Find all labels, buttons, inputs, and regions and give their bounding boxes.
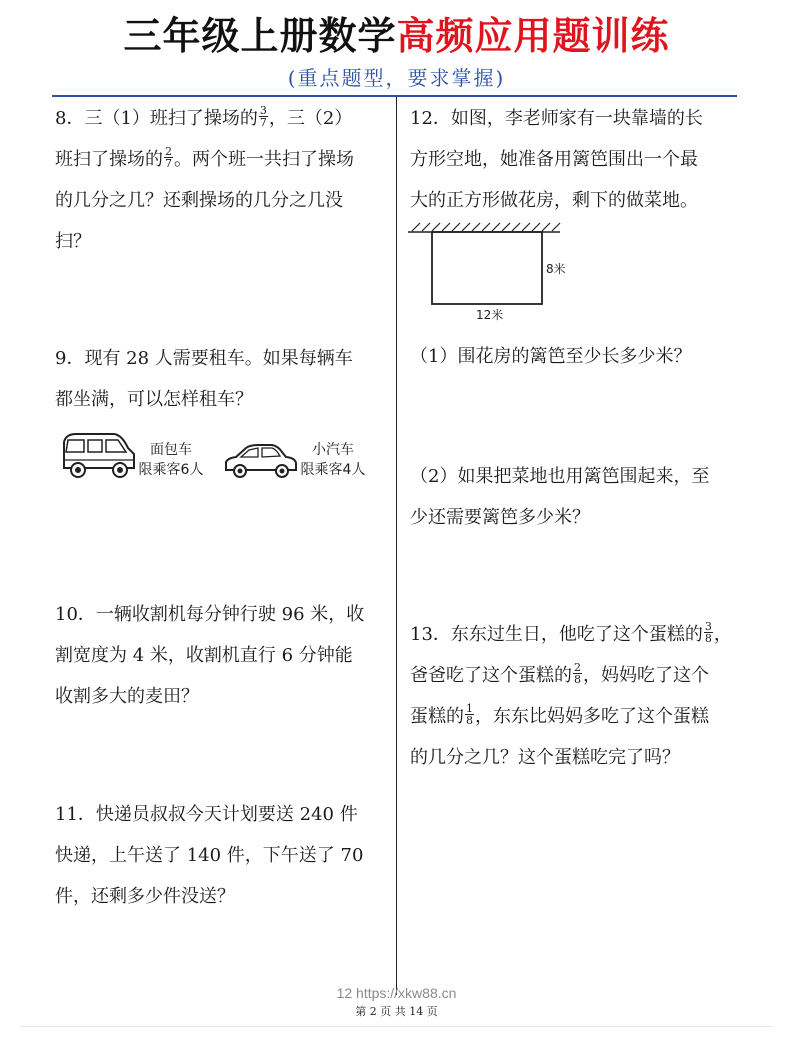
car-icon xyxy=(222,440,300,480)
footer-page-number: 第 2 页 共 14 页 xyxy=(355,1005,438,1018)
van-name: 面包车 xyxy=(150,442,192,458)
question-8 xyxy=(55,98,390,262)
q8-fraction-2 xyxy=(164,146,173,169)
q13-line-3 xyxy=(410,696,750,737)
question-13 xyxy=(410,614,750,778)
q13-line-4: 的几分之几？这个蛋糕吃完了吗？ xyxy=(410,747,680,768)
q12-line-1: 12．如图，李老师家有一块靠墙的长 xyxy=(410,108,703,129)
q9-line-1: 9．现有 28 人需要租车。如果每辆车 xyxy=(55,348,353,369)
fraction-numerator: 3 xyxy=(704,619,712,633)
plot-rectangle xyxy=(432,232,542,304)
q8-line-1 xyxy=(55,98,390,139)
title-red-part: 高频应用题训练 xyxy=(396,14,670,58)
fraction-numerator: 3 xyxy=(259,103,267,117)
q12-sub2-line-1: （2）如果把菜地也用篱笆围起来，至 xyxy=(410,466,710,487)
fraction-denominator: 8 xyxy=(574,672,581,686)
fraction-denominator: 7 xyxy=(165,156,172,170)
van-capacity: 限乘客6人 xyxy=(138,462,204,478)
car-capacity: 限乘客4人 xyxy=(300,462,366,478)
q11-line-2: 快递，上午送了 140 件，下午送了 70 xyxy=(55,845,364,866)
question-10 xyxy=(55,594,390,717)
q8-text: ，三（2） xyxy=(268,108,353,129)
q13-fraction-2 xyxy=(573,662,582,685)
height-dimension-label: 8米 xyxy=(546,262,566,276)
q13-text: 爸爸吃了这个蛋糕的 xyxy=(410,665,572,686)
page-subtitle: (重点题型，要求掌握) xyxy=(287,66,506,90)
q8-text: 。两个班一共扫了操场 xyxy=(174,149,354,170)
q8-text: 班扫了操场的 xyxy=(55,149,163,170)
fraction-numerator: 1 xyxy=(466,701,473,715)
q10-line-3: 收割多大的麦田？ xyxy=(55,686,199,707)
q12-line-3: 大的正方形做花房，剩下的做菜地。 xyxy=(410,190,698,211)
fraction-denominator: 7 xyxy=(259,115,267,129)
q11-line-1: 11．快递员叔叔今天计划要送 240 件 xyxy=(55,804,358,825)
q13-text: 13．东东过生日，他吃了这个蛋糕的 xyxy=(410,624,703,645)
fraction-numerator: 2 xyxy=(165,144,172,158)
car-name: 小汽车 xyxy=(312,442,354,458)
footer-watermark-url: 12 https://xkw88.cn xyxy=(336,985,457,1001)
q11-line-3: 件，还剩多少件没送？ xyxy=(55,886,235,907)
width-dimension-label: 12米 xyxy=(476,308,504,322)
question-11 xyxy=(55,794,390,917)
q9-line-2: 都坐满，可以怎样租车？ xyxy=(55,389,253,410)
q12-sub-2 xyxy=(410,456,750,538)
question-12 xyxy=(410,98,745,221)
q8-fraction-1 xyxy=(259,105,268,128)
column-divider xyxy=(396,97,397,995)
q8-text: 8．三（1）班扫了操场的 xyxy=(55,108,258,129)
q13-text: 蛋糕的 xyxy=(410,706,464,727)
q12-sub2-line-2: 少还需要篱笆多少米？ xyxy=(410,507,590,528)
q12-line-2: 方形空地，她准备用篱笆围出一个最 xyxy=(410,149,698,170)
page-title xyxy=(0,10,793,62)
bottom-rule xyxy=(20,1026,773,1027)
q13-text: ，东东比妈妈多吃了这个蛋糕 xyxy=(475,706,709,727)
fraction-denominator: 8 xyxy=(704,631,712,645)
q8-line-2 xyxy=(55,139,390,180)
q10-line-1: 10．一辆收割机每分钟行驶 96 米，收 xyxy=(55,604,365,625)
q10-line-2: 割宽度为 4 米，收割机直行 6 分钟能 xyxy=(55,645,353,666)
q13-fraction-1 xyxy=(704,621,713,644)
van-label xyxy=(134,440,208,480)
q13-line-1 xyxy=(410,614,750,655)
header-divider xyxy=(52,95,737,97)
q13-fraction-3 xyxy=(465,703,474,726)
fraction-numerator: 2 xyxy=(574,660,581,674)
van-icon xyxy=(58,428,138,480)
q8-line-3: 的几分之几？还剩操场的几分之几没 xyxy=(55,190,343,211)
car-label xyxy=(296,440,370,480)
q13-line-2 xyxy=(410,655,750,696)
q8-line-4: 扫？ xyxy=(55,231,91,252)
question-9 xyxy=(55,338,390,420)
title-black-part: 三年级上册数学 xyxy=(123,14,397,58)
q13-text: ， xyxy=(713,624,732,645)
fraction-denominator: 8 xyxy=(466,713,473,727)
garden-diagram xyxy=(404,220,579,326)
wall-hatching xyxy=(412,223,560,231)
q12-sub-1: （1）围花房的篱笆至少长多少米？ xyxy=(410,346,692,367)
q13-text: ，妈妈吃了这个 xyxy=(583,665,709,686)
